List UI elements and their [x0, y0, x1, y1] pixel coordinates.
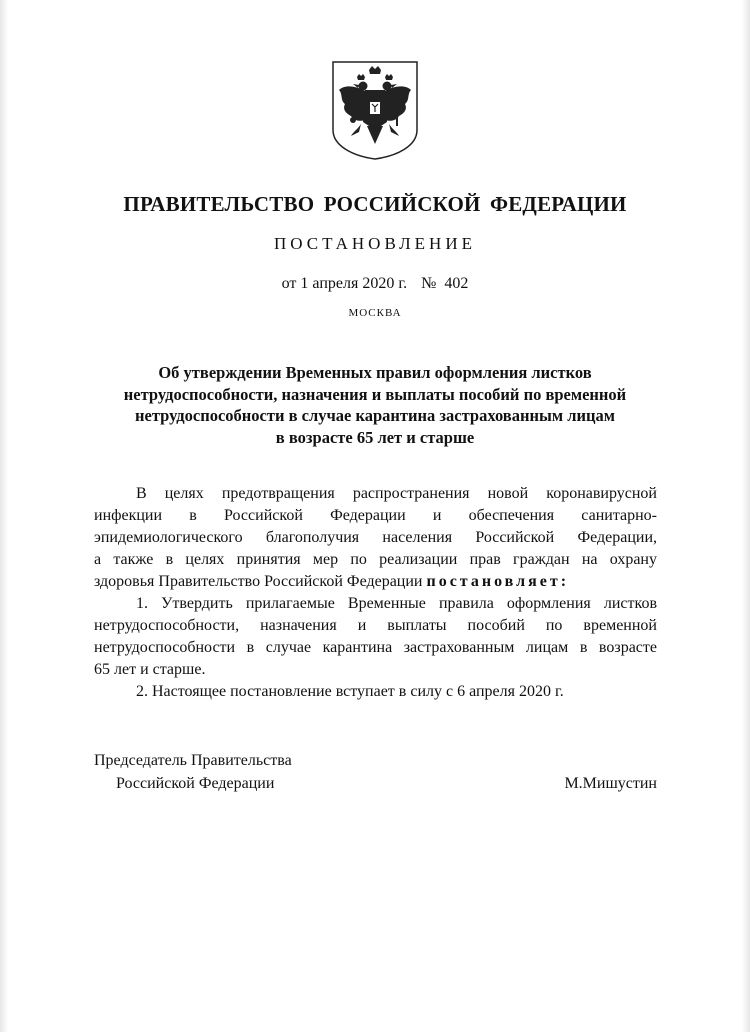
- government-title: ПРАВИТЕЛЬСТВО РОССИЙСКОЙ ФЕДЕРАЦИИ: [123, 192, 627, 216]
- document-body: [94, 483, 657, 703]
- preamble-line: В целях предотвращения распространения новой коронавирусной: [136, 485, 657, 502]
- document-type: ПОСТАНОВЛЕНИЕ: [273, 234, 476, 253]
- item1-line: нетрудоспособности в случае карантина застрахованным лицам в возрасте: [94, 639, 657, 656]
- signatory-role-line1: Председатель Правительства: [94, 752, 292, 769]
- subject-line: в возрасте 65 лет и старше: [275, 427, 475, 447]
- subject-line: Об утверждении Временных правил оформления листков: [158, 363, 592, 382]
- document-date-number: [0, 275, 750, 293]
- item1-line: нетрудоспособности, назначения и выплаты пособий по временной: [94, 617, 657, 634]
- signature-row: [94, 772, 657, 795]
- preamble-line: инфекции в Российской Федерации и обеспечения санитарно-: [94, 507, 657, 524]
- document-subject: [100, 362, 650, 448]
- item1-line: 1. Утвердить прилагаемые Временные правила оформления листков: [136, 595, 657, 612]
- emblem-svg: [331, 60, 419, 160]
- preamble-line: эпидемиологического благополучия населения Российской Федерации,: [94, 529, 657, 546]
- subject-line: нетрудоспособности в случае карантина застрахованным лицам: [134, 406, 615, 425]
- preamble-last-line: [94, 571, 657, 593]
- page-shadow-left: [0, 0, 8, 1032]
- item1-line: 65 лет и старше.: [94, 661, 206, 678]
- item2-line: 2. Настоящее постановление вступает в силу с 6 апреля 2020 г.: [136, 683, 564, 700]
- signature-block: [94, 749, 657, 795]
- preamble-line: а также в целях принятия мер по реализации прав граждан на охрану: [94, 551, 657, 568]
- number-sign: №: [421, 275, 437, 292]
- subject-line: нетрудоспособности, назначения и выплаты пособий по временной: [123, 384, 627, 404]
- document-date: от 1 апреля 2020 г.: [281, 275, 408, 292]
- document-number: 402: [444, 275, 469, 292]
- decree-word: постановляет:: [426, 573, 570, 590]
- coat-of-arms-icon: [331, 60, 419, 160]
- signatory-role-line2: Российской Федерации: [116, 775, 275, 792]
- signatory-name: М.Мишустин: [564, 775, 657, 792]
- preamble-line-text: здоровья Правительство Российской Федерации: [94, 573, 427, 590]
- city-name: МОСКВА: [348, 307, 402, 319]
- page-shadow-right: [742, 0, 750, 1032]
